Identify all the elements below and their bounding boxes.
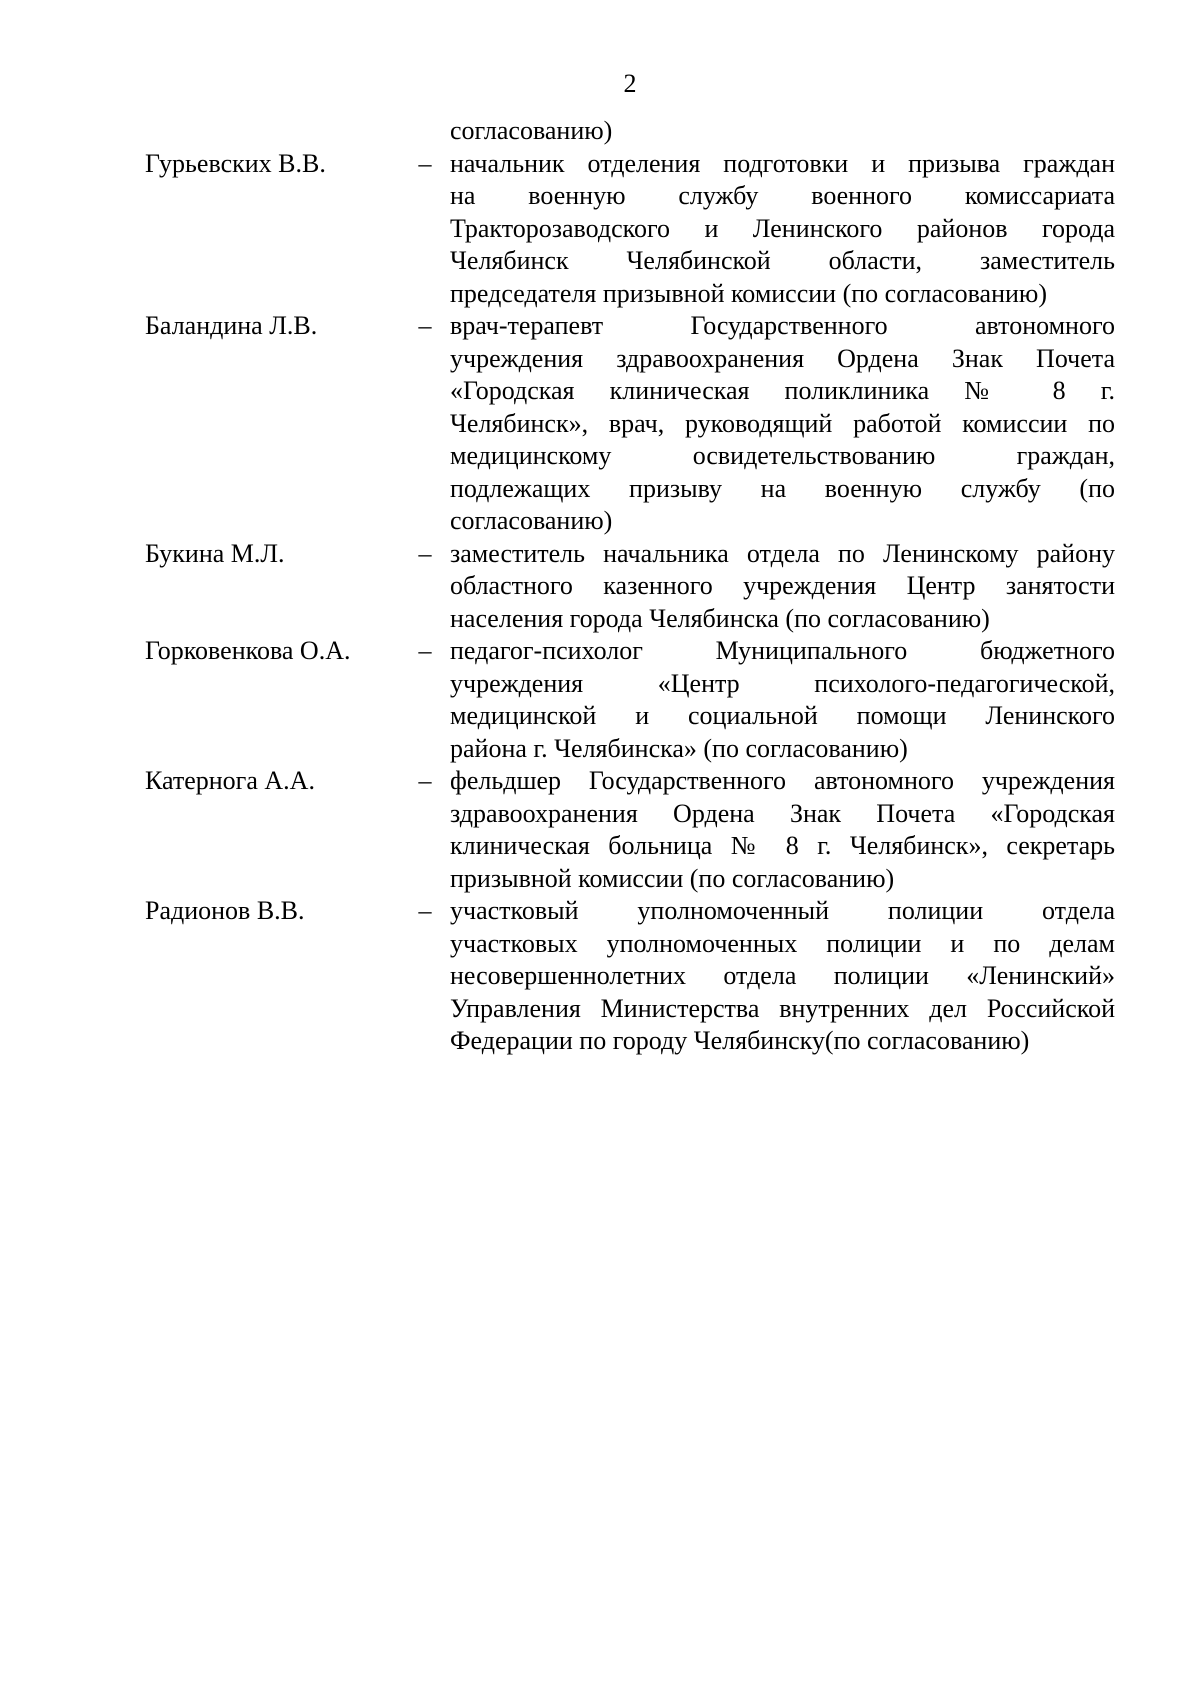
description-line: Челябинск», врач, руководящий работой комиссии по xyxy=(450,408,1115,438)
description-line: подлежащих призыву на военную службу (по xyxy=(450,473,1115,503)
description-line: фельдшер Государственного автономного учреждения xyxy=(450,766,1115,795)
member-row xyxy=(145,635,1115,765)
description-line: учреждения «Центр психолого-педагогической, xyxy=(450,668,1115,698)
description-line: Управления Министерства внутренних дел Российской xyxy=(450,993,1115,1023)
description-line: Челябинск Челябинской области, заместитель xyxy=(450,246,1115,275)
description-line: начальник отделения подготовки и призыва граждан xyxy=(450,148,1115,178)
member-name: Букина М.Л. xyxy=(145,538,285,568)
description-line: клиническая больница № 8 г. Челябинск», секретарь xyxy=(450,831,1115,860)
description-line: «Городская клиническая поликлиника № 8 г. xyxy=(450,376,1115,405)
description-line: Тракторозаводского и Ленинского районов города xyxy=(450,213,1115,243)
description-line: областного казенного учреждения Центр занятости xyxy=(450,571,1115,600)
member-name: Баландина Л.В. xyxy=(145,311,318,340)
member-description xyxy=(450,310,1115,538)
description-line: населения города Челябинска (по согласованию) xyxy=(450,603,990,633)
member-row xyxy=(145,310,1115,538)
member-dash: – xyxy=(418,636,432,665)
continuation-row xyxy=(145,115,1115,148)
description-line: заместитель начальника отдела по Ленинскому району xyxy=(450,538,1115,568)
member-row xyxy=(145,895,1115,1058)
member-dash: – xyxy=(418,148,432,178)
member-name: Радионов В.В. xyxy=(145,896,305,925)
description-line: на военную службу военного комиссариата xyxy=(450,181,1115,210)
member-dash: – xyxy=(418,538,432,568)
member-row xyxy=(145,538,1115,636)
member-description xyxy=(450,895,1115,1058)
description-line: председателя призывной комиссии (по согласованию) xyxy=(450,278,1047,308)
member-description xyxy=(450,148,1115,311)
page-number: 2 xyxy=(623,69,637,98)
member-name: Гурьевских В.В. xyxy=(145,148,326,178)
member-description xyxy=(450,538,1115,636)
description-line: учреждения здравоохранения Ордена Знак Почета xyxy=(450,343,1115,373)
description-line: врач-терапевт Государственного автономного xyxy=(450,311,1115,340)
member-row xyxy=(145,148,1115,311)
member-dash: – xyxy=(418,766,432,795)
member-name: Катернога А.А. xyxy=(145,766,315,795)
description-line: здравоохранения Ордена Знак Почета «Городская xyxy=(450,798,1115,828)
member-description xyxy=(450,115,1115,148)
description-line: педагог-психолог Муниципального бюджетного xyxy=(450,636,1115,665)
member-dash: – xyxy=(418,896,432,925)
description-line: медицинскому освидетельствованию граждан, xyxy=(450,441,1115,470)
description-line: участковый уполномоченный полиции отдела xyxy=(450,896,1115,925)
description-line: участковых уполномоченных полиции и по делам xyxy=(450,928,1115,958)
description-line: несовершеннолетних отдела полиции «Ленинский» xyxy=(450,961,1115,990)
commission-member-list xyxy=(145,115,1115,1058)
member-description xyxy=(450,635,1115,765)
description-line: согласованию) xyxy=(450,116,613,145)
description-line: Федерации по городу Челябинску(по согласованию) xyxy=(450,1026,1030,1055)
member-dash: – xyxy=(418,311,432,340)
description-line: согласованию) xyxy=(450,506,613,535)
member-description xyxy=(450,765,1115,895)
description-line: призывной комиссии (по согласованию) xyxy=(450,863,895,893)
description-line: медицинской и социальной помощи Ленинского xyxy=(450,701,1115,730)
description-line: района г. Челябинска» (по согласованию) xyxy=(450,733,908,763)
member-name: Горковенкова О.А. xyxy=(145,636,351,665)
member-row xyxy=(145,765,1115,895)
